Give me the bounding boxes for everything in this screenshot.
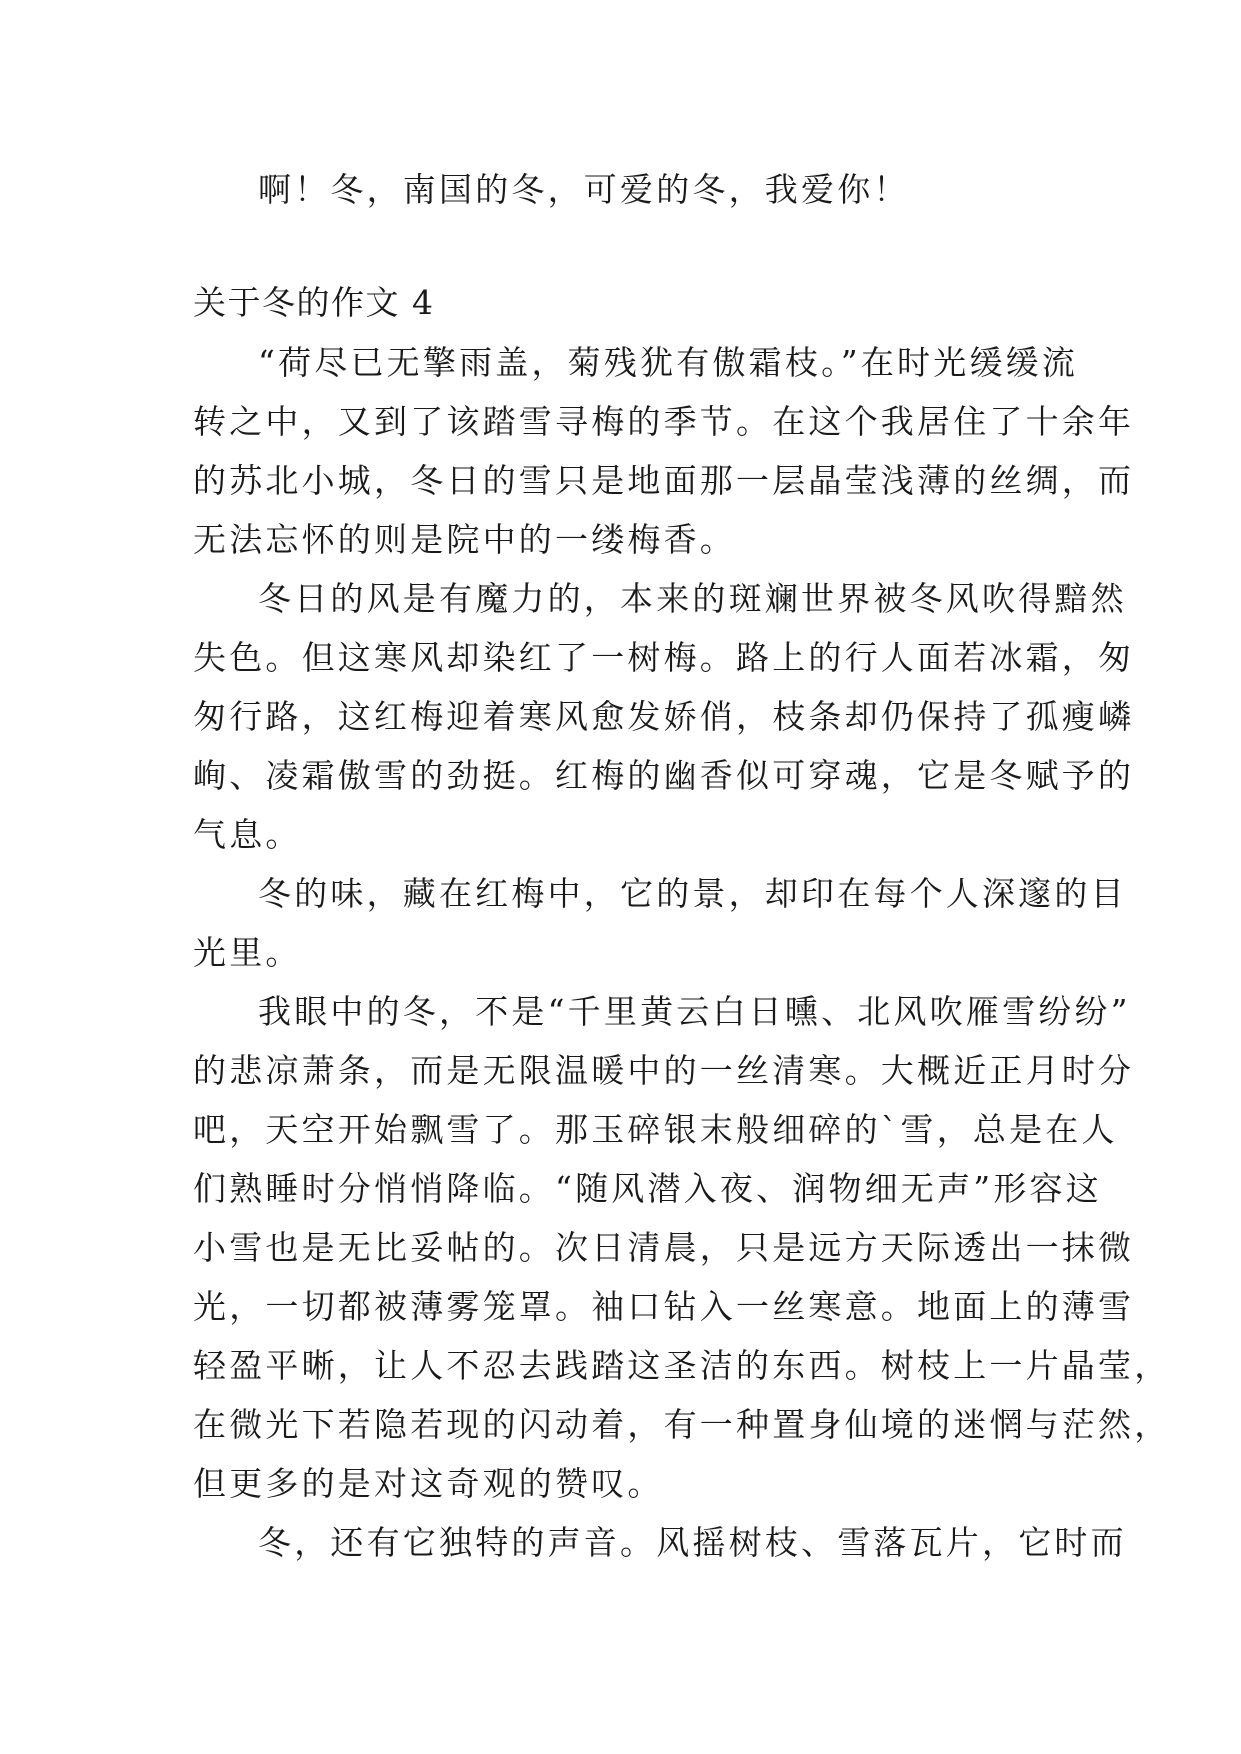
paragraph-4-line-4: 们熟睡时分悄悄降临。“随风潜入夜、润物细无声”形容这 xyxy=(193,1169,1102,1208)
paragraph-2-line-2: 失色。但这寒风却染红了一树梅。路上的行人面若冰霜，匆 xyxy=(193,638,1135,677)
paragraph-2-line-5: 气息。 xyxy=(193,815,302,854)
paragraph-1-line-1: “荷尽已无擎雨盖，菊残犹有傲霜枝。”在时光缓缓流 xyxy=(258,343,1079,382)
paragraph-4-line-8: 在微光下若隐若现的闪动着，有一种置身仙境的迷惘与茫然， xyxy=(193,1405,1171,1444)
paragraph-4-line-9: 但更多的是对这奇观的赞叹。 xyxy=(193,1464,664,1503)
closing-exclamation: 啊！冬，南国的冬，可爱的冬，我爱你！ xyxy=(258,170,910,209)
paragraph-4-line-2: 的悲凉萧条，而是无限温暖中的一丝清寒。大概近正月时分 xyxy=(193,1051,1135,1090)
paragraph-2-line-1: 冬日的风是有魔力的，本来的斑斓世界被冬风吹得黯然 xyxy=(258,579,1127,618)
paragraph-4-line-5: 小雪也是无比妥帖的。次日清晨，只是远方天际透出一抹微 xyxy=(193,1228,1135,1267)
paragraph-4-line-1: 我眼中的冬，不是“千里黄云白日曛、北风吹雁雪纷纷” xyxy=(258,992,1131,1031)
paragraph-1-line-2: 转之中，又到了该踏雪寻梅的季节。在这个我居住了十余年 xyxy=(193,402,1135,441)
paragraph-2-line-4: 峋、凌霜傲雪的劲挺。红梅的幽香似可穿魂，它是冬赋予的 xyxy=(193,756,1135,795)
paragraph-4-line-3: 吧，天空开始飘雪了。那玉碎银末般细碎的`雪，总是在人 xyxy=(193,1110,1118,1149)
paragraph-5-line-1: 冬，还有它独特的声音。风摇树枝、雪落瓦片，它时而 xyxy=(258,1523,1127,1562)
paragraph-3-line-2: 光里。 xyxy=(193,933,302,972)
paragraph-1-line-3: 的苏北小城，冬日的雪只是地面那一层晶莹浅薄的丝绸，而 xyxy=(193,461,1135,500)
paragraph-2-line-3: 匆行路，这红梅迎着寒风愈发娇俏，枝条却仍保持了孤瘦嶙 xyxy=(193,697,1135,736)
essay-heading: 关于冬的作文 4 xyxy=(193,283,435,322)
paragraph-1-line-4: 无法忘怀的则是院中的一缕梅香。 xyxy=(193,520,736,559)
paragraph-4-line-6: 光，一切都被薄雾笼罩。袖口钻入一丝寒意。地面上的薄雪 xyxy=(193,1287,1135,1326)
paragraph-3-line-1: 冬的味，藏在红梅中，它的景，却印在每个人深邃的目 xyxy=(258,874,1127,913)
paragraph-4-line-7: 轻盈平晰，让人不忍去践踏这圣洁的东西。树枝上一片晶莹， xyxy=(193,1346,1171,1385)
